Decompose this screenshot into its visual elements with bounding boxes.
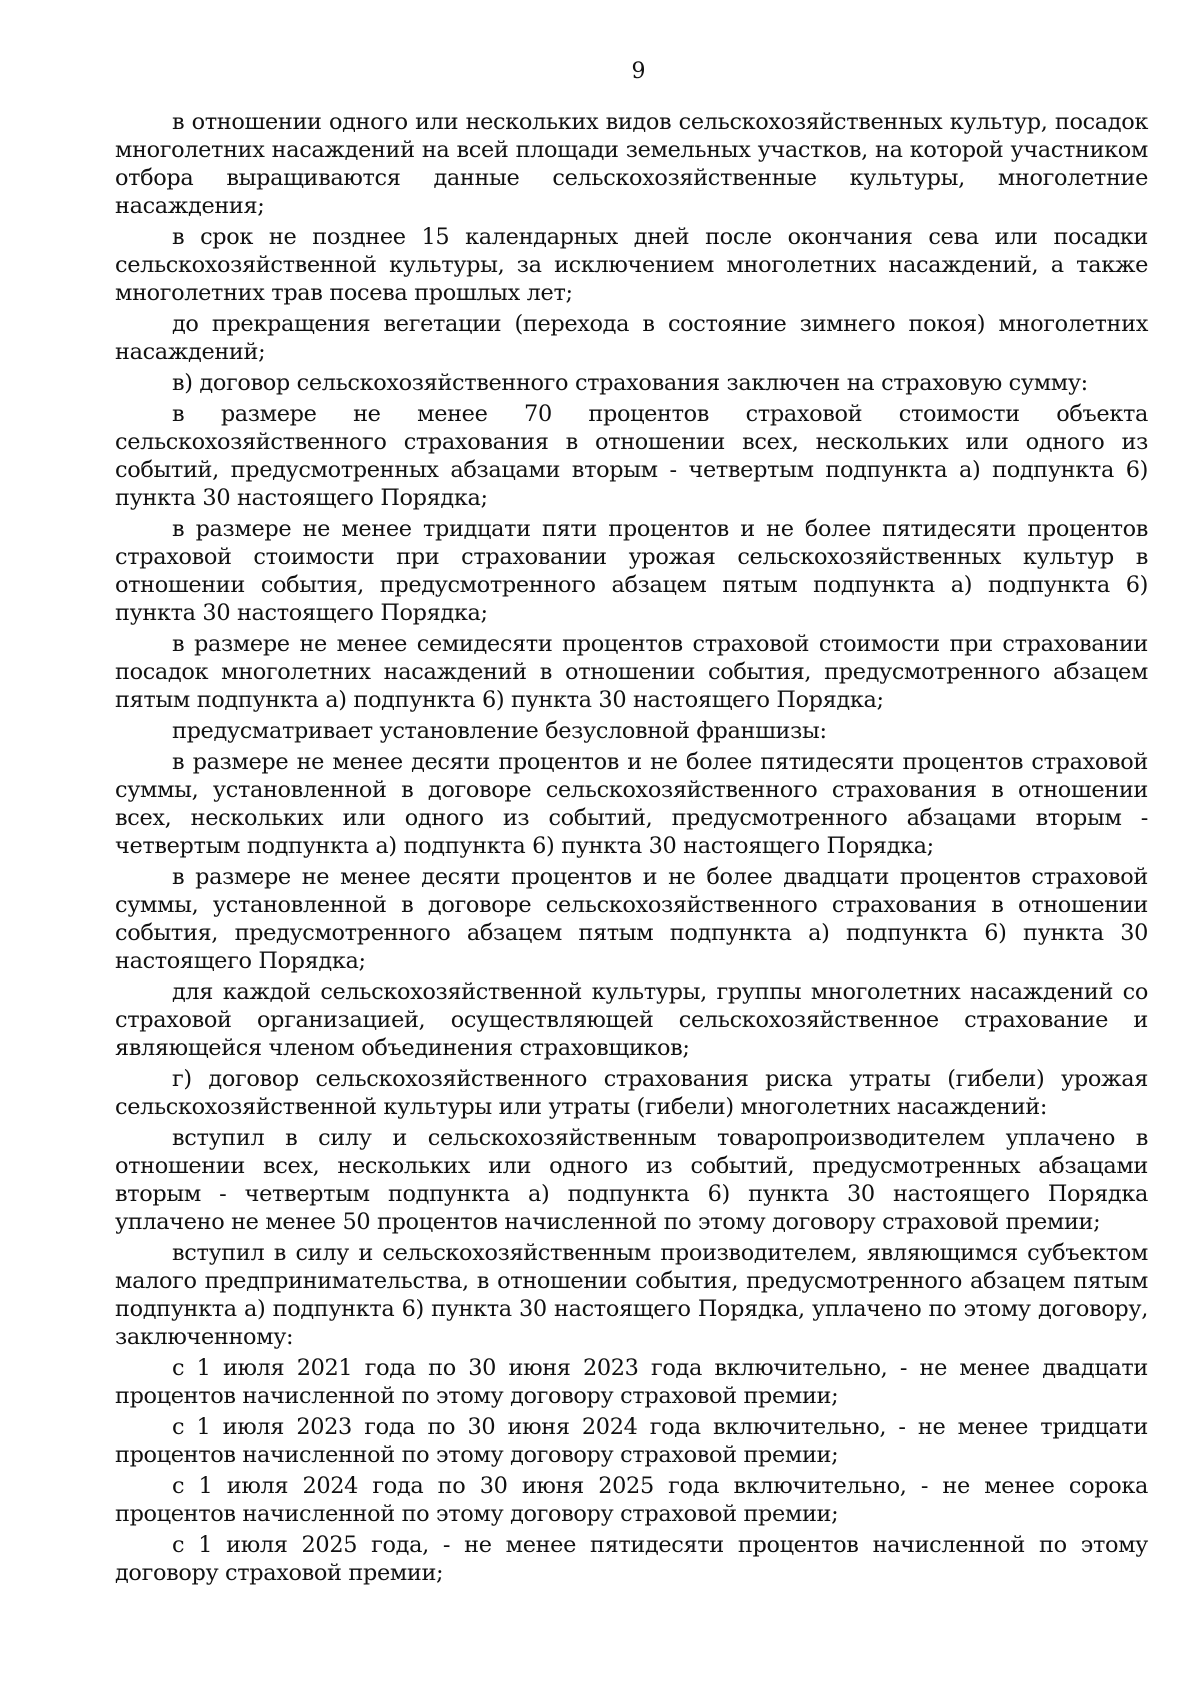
paragraph-15: с 1 июля 2021 года по 30 июня 2023 года включительно, - не менее двадцати процентов начисленной по этому договору страховой премии; <box>115 1355 1148 1409</box>
paragraph-11: для каждой сельскохозяйственной культуры, группы многолетних насаждений со страховой организацией, осуществляющей сельскохозяйственное страхование и являющейся членом объединения страховщиков; <box>115 979 1148 1061</box>
paragraph-4: в) договор сельскохозяйственного страхования заключен на страховую сумму: <box>172 370 1088 396</box>
paragraph-6: в размере не менее тридцати пяти процентов и не более пятидесяти процентов страховой стоимости при страховании урожая сельскохозяйственных культур в отношении события, предусмотренного абзацем пятым подпункта а) подпункта 6) пункта 30 настоящего Порядка; <box>115 516 1148 626</box>
paragraph-10: в размере не менее десяти процентов и не более двадцати процентов страховой суммы, установленной в договоре сельскохозяйственного страхования в отношении события, предусмотренного абзацем пятым подпункта а) подпункта 6) пункта 30 настоящего Порядка; <box>115 864 1148 974</box>
paragraph-12: г) договор сельскохозяйственного страхования риска утраты (гибели) урожая сельскохозяйственной культуры или утраты (гибели) многолетних насаждений: <box>115 1066 1148 1120</box>
paragraph-3: до прекращения вегетации (перехода в состояние зимнего покоя) многолетних насаждений; <box>115 311 1148 365</box>
paragraph-16: с 1 июля 2023 года по 30 июня 2024 года включительно, - не менее тридцати процентов начисленной по этому договору страховой премии; <box>115 1414 1148 1468</box>
paragraph-14: вступил в силу и сельскохозяйственным производителем, являющимся субъектом малого предпринимательства, в отношении события, предусмотренного абзацем пятым подпункта а) подпункта 6) пункта 30 настоящего Порядка, уплачено по этому договору, заключенному: <box>115 1240 1148 1350</box>
paragraph-8: предусматривает установление безусловной франшизы: <box>172 718 827 744</box>
paragraph-17: с 1 июля 2024 года по 30 июня 2025 года включительно, - не менее сорока процентов начисленной по этому договору страховой премии; <box>115 1473 1148 1527</box>
paragraph-5: в размере не менее 70 процентов страховой стоимости объекта сельскохозяйственного страхования в отношении всех, нескольких или одного из событий, предусмотренных абзацами вторым - четвертым подпункта а) подпункта 6) пункта 30 настоящего Порядка; <box>115 401 1148 511</box>
paragraph-9: в размере не менее десяти процентов и не более пятидесяти процентов страховой суммы, установленной в договоре сельскохозяйственного страхования в отношении всех, нескольких или одного из событий, предусмотренного абзацами вторым - четвертым подпункта а) подпункта 6) пункта 30 настоящего Порядка; <box>115 749 1148 859</box>
paragraph-18: с 1 июля 2025 года, - не менее пятидесяти процентов начисленной по этому договору страховой премии; <box>115 1532 1148 1586</box>
paragraph-1: в отношении одного или нескольких видов сельскохозяйственных культур, посадок многолетних насаждений на всей площади земельных участков, на которой участником отбора выращиваются данные сельскохозяйственные культуры, многолетние насаждения; <box>115 109 1148 219</box>
paragraph-2: в срок не позднее 15 календарных дней после окончания сева или посадки сельскохозяйственной культуры, за исключением многолетних насаждений, а также многолетних трав посева прошлых лет; <box>115 224 1148 306</box>
document-body <box>115 108 1148 1587</box>
page-number: 9 <box>631 59 646 84</box>
paragraph-13: вступил в силу и сельскохозяйственным товаропроизводителем уплачено в отношении всех, нескольких или одного из событий, предусмотренных абзацами вторым - четвертым подпункта а) подпункта 6) пункта 30 настоящего Порядка уплачено не менее 50 процентов начисленной по этому договору страховой премии; <box>115 1125 1148 1235</box>
paragraph-7: в размере не менее семидесяти процентов страховой стоимости при страховании посадок многолетних насаждений в отношении события, предусмотренного абзацем пятым подпункта а) подпункта 6) пункта 30 настоящего Порядка; <box>115 631 1148 713</box>
